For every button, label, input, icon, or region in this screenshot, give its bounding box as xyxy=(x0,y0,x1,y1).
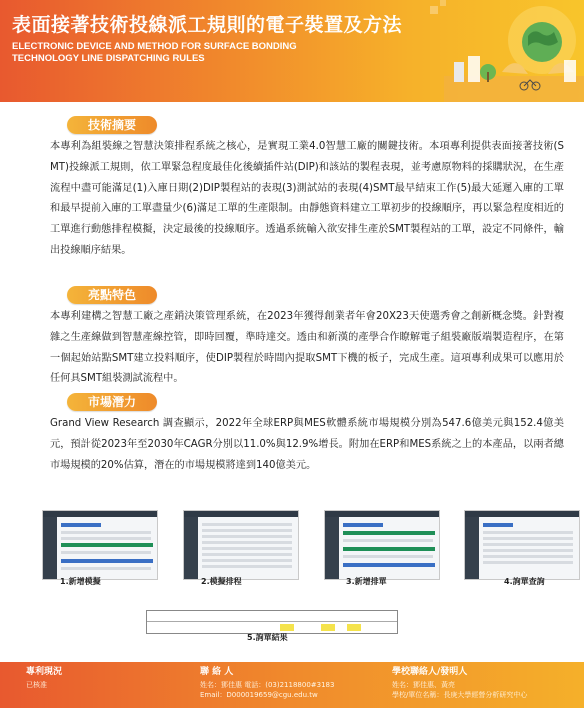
caption-4: 4.詢單查詢 xyxy=(504,577,545,586)
patent-status-value: 已核准 xyxy=(26,681,47,689)
contact-label: 聯 絡 人 xyxy=(200,667,234,677)
caption-3: 3.新增排單 xyxy=(346,577,387,586)
market-text: Grand View Research 調查顯示，2022年全球ERP與MES軟體系統市場規模分別為547.6億美元與152.4億美元，預計從2023年至2030年CAGR分別以11.0%與12.9%增長。附加在ERP和MES系統之上的本產品，以兩者總市場規模的20%估算，潛在的市場規模將達到140億美元。 xyxy=(50,418,564,471)
section-heading-highlights: 亮點特色 xyxy=(67,286,157,304)
screenshot-add-order xyxy=(324,510,440,580)
eco-city-illustration xyxy=(424,0,584,102)
caption-1: 1.新增模擬 xyxy=(60,577,101,586)
screenshot-simulation-schedule xyxy=(183,510,299,580)
page-header xyxy=(0,0,584,102)
subtitle-line-1: ELECTRONIC DEVICE AND METHOD FOR SURFACE BONDING xyxy=(12,41,297,52)
page-footer xyxy=(0,662,584,708)
contact-line-1: 姓名：鄧佳惠 電話：(03)2118800#3183 xyxy=(200,681,335,689)
highlights-text: 本專利建構之智慧工廠之產銷決策管理系統，在2023年獲得創業者年會20X23天使選秀會之創新概念獎。針對複雜之生產線做到智慧產線控管，即時回覆，準時達交。透由和新漢的產學合作瞭解電子組裝廠版端製造程序，在第一個起始站點SMT建立投料順序，使DIP製程於時間內提取SMT下機的板子，完成生產。這項專利成果可以應用於任何具SMT組裝測試流程中。 xyxy=(50,311,564,385)
screenshot-order-query xyxy=(464,510,580,580)
screenshot-add-simulation xyxy=(42,510,158,580)
section-heading-abstract: 技術摘要 xyxy=(67,116,157,134)
order-result-table-image xyxy=(146,610,398,634)
caption-2: 2.模擬排程 xyxy=(201,577,242,586)
page-subtitle xyxy=(12,41,297,65)
subtitle-line-2: TECHNOLOGY LINE DISPATCHING RULES xyxy=(12,53,205,64)
school-contact-label: 學校聯絡人/發明人 xyxy=(392,667,468,677)
school-contact-line-2: 學校/單位名稱：長庚大學經營分析研究中心 xyxy=(392,690,528,699)
section-heading-market: 市場潛力 xyxy=(67,393,157,411)
patent-status-label: 專利現況 xyxy=(26,667,63,677)
school-contact-block xyxy=(392,667,527,700)
contact-email[interactable]: Email：D000019659@cgu.edu.tw xyxy=(200,690,318,699)
contact-block xyxy=(200,667,334,700)
system-screenshots xyxy=(42,510,582,582)
caption-5: 5.詢單結果 xyxy=(247,633,288,642)
abstract-text: 本專利為組裝線之智慧決策排程系統之核心，是實現工業4.0智慧工廠的關鍵技術。本項專利提供表面接著技術(SMT)投線派工規則，依工單緊急程度最佳化後續插件站(DIP)和該站的製程表現，並考慮原物料的採購狀況，在生產流程中盡可能滿足(1)入庫日期(2)DIP製程站的表現(3)測試站的表現(4)SMT最早結束工作(5)最大延遲入庫的工單和最早提前入庫的工單盡量少(6)滿足工單的生產限制。由靜態資料建立工單初步的投線順序，再以緊急程度相近的工單進行動態排程模擬，決定最後的投線順序。透過系統輸入欲安排生產於SMT製程站的工單，設定不同條件，輸出投線順序結果。 xyxy=(50,141,564,256)
patent-status xyxy=(26,667,62,691)
school-contact-line-1: 姓名：鄧佳惠、黃亮 xyxy=(392,681,455,689)
page-title: 表面接著技術投線派工規則的電子裝置及方法 xyxy=(12,14,403,36)
